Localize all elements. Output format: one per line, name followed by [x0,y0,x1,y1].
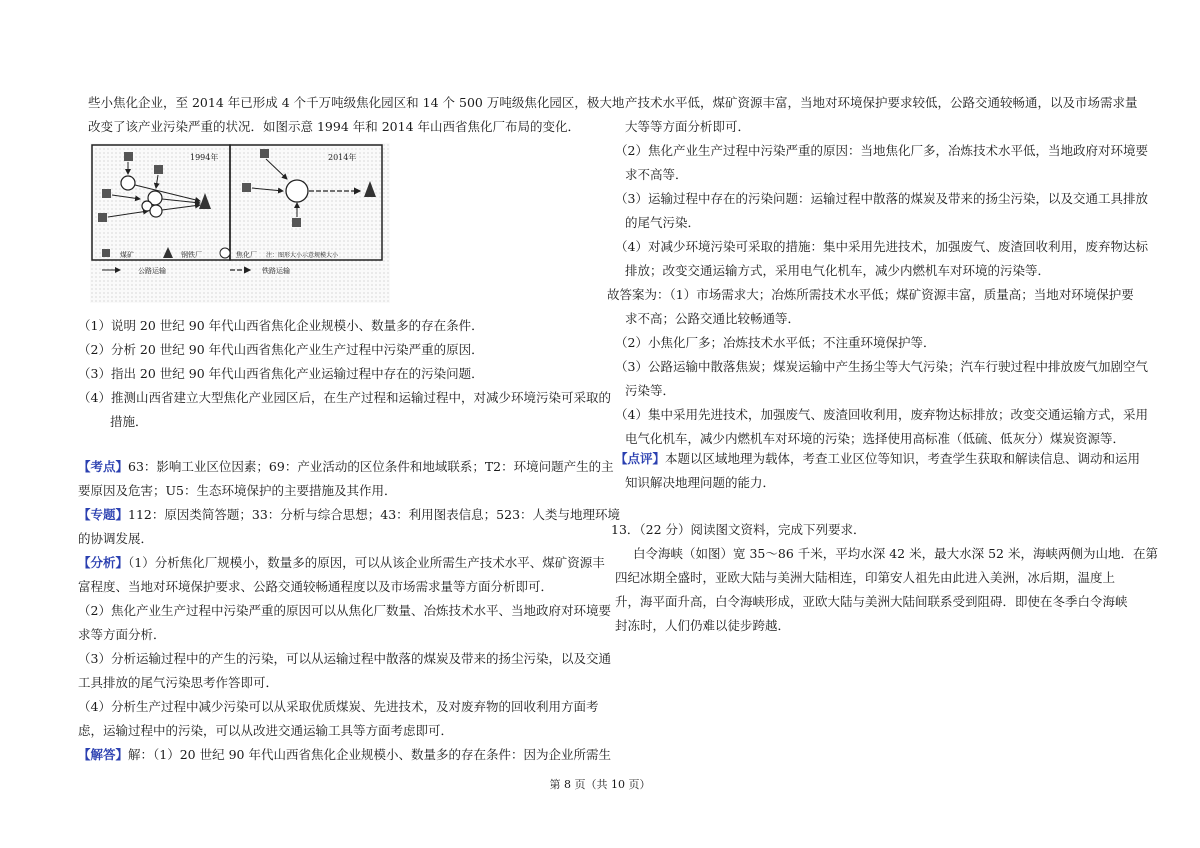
kaodian-line-2: 要原因及危害；U5：生态环境保护的主要措施及其作用． [78,483,397,498]
label-2014: 2014年 [328,153,357,162]
question-13-title: 13．（22 分）阅读图文资料，完成下列要求． [611,522,866,537]
question-4: （4）推测山西省建立大型焦化产业园区后，在生产过程和运输过程中，对减少环境污染可采取的 [78,390,611,405]
fenxi-tag: 【分析】 [78,555,129,570]
question-13-text: 升，海平面升高，白令海峡形成，亚欧大陆与美洲大陆间联系受到阻碍．即使在冬季白令海峡 [615,594,1128,609]
coal-mine-icon [154,165,163,174]
question-1: （1）说明 20 世纪 90 年代山西省焦化企业规模小、数量多的存在条件． [78,318,484,333]
jieda-line-1 [78,747,611,763]
question-13-text: 白令海峡（如图）宽 35～86 千米，平均水深 42 米，最大水深 52 米，海峡两侧为山地．在第 [633,546,1158,561]
fenxi-line-8: 虑，运输过程中的污染，可以从改进交通运输工具等方面考虑即可． [78,723,454,738]
fenxi-text: （1）分析焦化厂规模小，数量多的原因，可以从该企业所需生产技术水平、煤矿资源丰 [128,555,605,570]
zhuanti-line-1 [78,507,620,523]
answer-line: 产技术水平低，煤矿资源丰富，当地对环境保护要求较低，公路交通较畅通，以及市场需求量 [625,95,1138,110]
coal-mine-icon [98,213,107,222]
coking-plant-icon [150,205,162,217]
legend-steel-label: 钢铁厂 [181,251,202,259]
kaodian-tag: 【考点】 [78,459,129,474]
answer-line: 大等等方面分析即可． [625,119,751,134]
dianping-text: 本题以区域地理为载体，考查工业区位等知识，考查学生获取和解读信息、调动和运用 [665,451,1141,466]
figure-svg [90,143,390,303]
map-2014-frame [230,145,382,260]
steel-plant-icon [364,181,376,197]
answer-line: 排放；改变交通运输方式，采用电气化机车，减少内燃机车对环境的污染等． [625,263,1051,278]
fenxi-line-2: 富程度、当地对环境保护要求、公路交通较畅通程度以及市场需求量等方面分析即可． [78,579,554,594]
coking-plant-layout-figure [90,143,390,303]
final-answer-line: （4）集中采用先进技术，加强废气、废渣回收利用，废弃物达标排放；改变交通运输方式，采用 [615,407,1148,422]
final-answer-line: 求不高；公路交通比较畅通等． [625,311,801,326]
zhuanti-tag: 【专题】 [78,507,129,522]
legend-coking-label: 焦化厂 [236,251,257,259]
final-answer-line: 电气化机车，减少内燃机车对环境的污染；选择使用高标准（低硫、低灰分）煤炭资源等． [625,431,1126,446]
fenxi-line-4: 求等方面分析． [78,627,166,642]
legend-coking-icon [220,248,230,258]
final-answer-line: 故答案为：（1）市场需求大；冶炼所需技术水平低；煤矿资源丰富，质量高；当地对环境保护要 [607,287,1134,302]
coal-mine-icon [102,189,111,198]
dianping-line-1 [615,451,1140,467]
legend-coal-label: 煤矿 [120,251,134,259]
question-13-text: 封冻时，人们仍难以徒步跨越． [615,618,791,633]
legend-steel-icon [163,247,173,258]
question-3: （3）指出 20 世纪 90 年代山西省焦化产业运输过程中存在的污染问题． [78,366,484,381]
legend-road-label: 公路运输 [138,267,166,275]
kaodian-text: 63：影响工业区位因素；69：产业活动的区位条件和地域联系；T2：环境问题产生的主 [128,459,614,474]
intro-line-1: 些小焦化企业，至 2014 年已形成 4 个千万吨级焦化园区和 14 个 500 万吨级焦化园区，极大地 [88,95,625,110]
dianping-line-2: 知识解决地理问题的能力． [625,475,776,490]
coal-mine-icon [292,218,301,227]
coal-mine-icon [242,183,251,192]
question-13-text: 四纪冰期全盛时，亚欧大陆与美洲大陆相连，印第安人祖先由此进入美洲，冰后期，温度上 [615,570,1116,585]
fenxi-line-3: （2）焦化产业生产过程中污染严重的原因可以从焦化厂数量、冶炼技术水平、当地政府对环境要 [78,603,611,618]
answer-line: （4）对减少环境污染可采取的措施：集中采用先进技术，加强废气、废渣回收利用，废弃物达标 [615,239,1148,254]
answer-line: （3）运输过程中存在的污染问题：运输过程中散落的煤炭及带来的扬尘污染，以及交通工具排放 [615,191,1148,206]
dianping-tag: 【点评】 [615,451,666,466]
jieda-text: 解：（1）20 世纪 90 年代山西省焦化企业规模小、数量多的存在条件：因为企业所需生 [128,747,611,762]
jieda-tag: 【解答】 [78,747,129,762]
final-answer-line: 污染等． [625,383,676,398]
answer-line: 的尾气污染． [625,215,701,230]
kaodian-line-1 [78,459,614,475]
question-2: （2）分析 20 世纪 90 年代山西省焦化产业生产过程中污染严重的原因． [78,342,484,357]
question-4-cont: 措施． [110,414,148,429]
coal-mine-icon [260,149,269,158]
fenxi-line-7: （4）分析生产过程中减少污染可以从采取优质煤炭、先进技术，及对废弃物的回收利用方面考 [78,699,599,714]
zhuanti-text: 112：原因类简答题；33：分析与综合思想；43：利用图表信息；523：人类与地理环境 [128,507,621,522]
final-answer-line: （3）公路运输中散落焦炭；煤炭运输中产生扬尘等大气污染；汽车行驶过程中排放废气加剧空气 [615,359,1148,374]
fenxi-line-1 [78,555,605,571]
fenxi-line-5: （3）分析运输过程中的产生的污染，可以从运输过程中散落的煤炭及带来的扬尘污染，以及交通 [78,651,611,666]
answer-line: （2）焦化产业生产过程中污染严重的原因：当地焦化厂多，冶炼技术水平低，当地政府对环境要 [615,143,1148,158]
zhuanti-line-2: 的协调发展． [78,531,154,546]
large-coking-plant-icon [286,180,308,202]
page-footer: 第 8 页（共 10 页） [549,778,651,791]
intro-line-2: 改变了该产业污染严重的状况．如图示意 1994 年和 2014 年山西省焦化厂布局的变化． [88,119,581,134]
answer-line: 求不高等． [625,167,688,182]
label-1994: 1994年 [190,153,219,162]
legend-rail-label: 铁路运输 [262,267,290,275]
legend-note: 注：图形大小示意规模大小 [266,252,339,259]
fenxi-line-6: 工具排放的尾气污染思考作答即可． [78,675,279,690]
steel-plant-icon [199,193,211,209]
coking-plant-icon [121,176,135,190]
final-answer-line: （2）小焦化厂多；冶炼技术水平低；不注重环境保护等． [615,335,936,350]
legend-coal-icon [102,249,110,257]
coal-mine-icon [124,152,133,161]
